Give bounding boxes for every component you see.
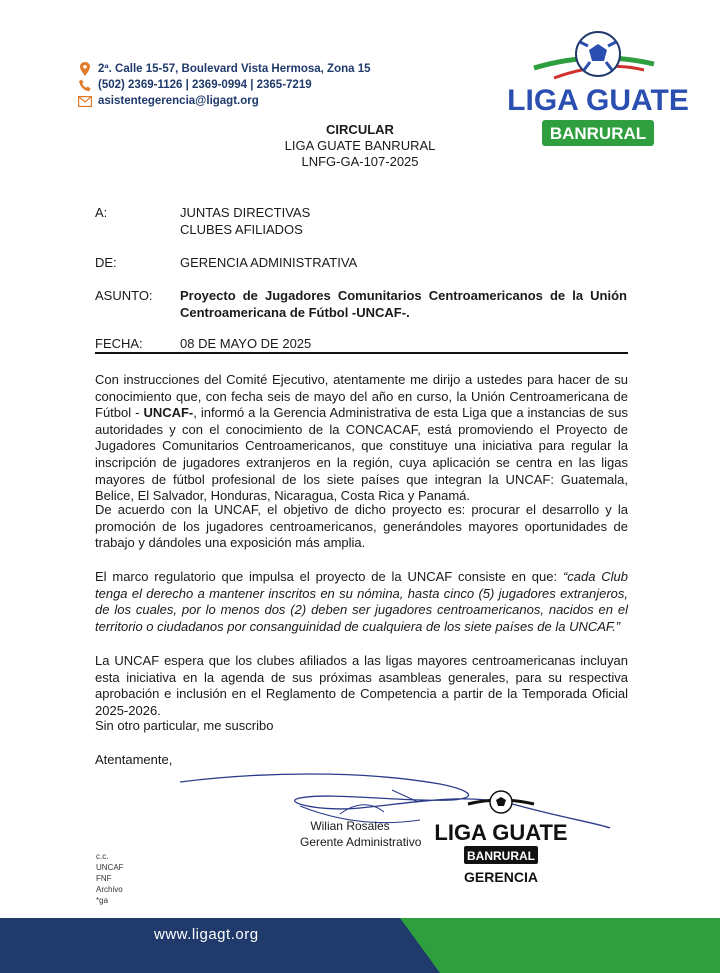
subject-label: ASUNTO:	[95, 288, 153, 303]
cc-item-uncaf: UNCAF	[96, 863, 124, 872]
document-heading	[0, 122, 720, 170]
signer-block	[300, 818, 422, 850]
cc-label: c.c.	[96, 852, 109, 861]
to-value	[180, 205, 310, 238]
signer-title: Gerente Administrativo	[300, 835, 422, 849]
cc-initials: *ga	[96, 896, 109, 905]
logo-sponsor: BANRURAL	[549, 124, 647, 143]
paragraph-1	[95, 372, 628, 505]
heading-org: LIGA GUATE BANRURAL	[284, 138, 436, 153]
to-line-2: CLUBES AFILIADOS	[180, 221, 303, 237]
p3-text-a: El marco regulatorio que impulsa el proyecto de la UNCAF consiste en que:	[95, 569, 563, 584]
paragraph-3	[95, 569, 628, 635]
email-row	[78, 93, 371, 109]
header-divider	[95, 352, 628, 354]
envelope-icon	[78, 94, 92, 108]
p1-uncaf-bold: UNCAF-	[143, 405, 194, 421]
address-row	[78, 61, 371, 77]
paragraph-4: La UNCAF espera que los clubes afiliados a las ligas mayores centroamericanas incluyan esta iniciativa en la agenda de sus próximas asambleas generales, para su respectiva aprobación e inclusión en el Reglamento de Competencia a partir de la Temporada Oficial 2025-2026.	[95, 653, 628, 718]
location-pin-icon	[78, 62, 92, 76]
from-label: DE:	[95, 255, 117, 270]
logo-title: LIGA GUATE	[507, 84, 689, 117]
p1-text-a: Con instrucciones del Comité Ejecutivo, atentamente me dirijo a ustedes para hacer de su conocimiento que, con fecha seis de mayo del año en curso, la Unión Centroamericana de Fútbol -	[95, 372, 628, 421]
p1-text-c: , informó a la Gerencia Administrativa de esta Liga que a instancias de sus autoridades y con el conocimiento de la CONCACAF, está promoviendo el Proyecto de Jugadores Comunitarios Centroamericanos, que constituye una iniciativa para regular la inscripción de jugadores extranjeros en la región, cuya aplicación se centra en las ligas mayores de fútbol profesional de los siete países que integran la UNCAF: Guatemala, Belice, El Salvador, Honduras, Nicaragua, Costa Rica y Panamá.	[95, 405, 628, 504]
contact-block	[78, 61, 371, 109]
circular-title: CIRCULAR	[326, 122, 394, 137]
to-line-1: JUNTAS DIRECTIVAS	[180, 205, 311, 220]
phone-row	[78, 77, 371, 93]
cc-item-archivo: Archivo	[96, 885, 123, 894]
stamp-title: LIGA GUATE	[434, 820, 568, 845]
date-label: FECHA:	[95, 336, 143, 351]
footer-website-link[interactable]: www.ligagt.org	[154, 926, 259, 943]
subject-value: Proyecto de Jugadores Comunitarios Centroamericanos de la Unión Centroamericana de Fútbol -UNCAF-.	[180, 288, 627, 320]
signer-name: Wilian Rosales	[310, 819, 390, 833]
from-value: GERENCIA ADMINISTRATIVA	[180, 255, 358, 270]
paragraph-2: De acuerdo con la UNCAF, el objetivo de dicho proyecto es: procurar el desarrollo y la promoción de los jugadores centroamericanos, generándoles mayores oportunidades de trabajo y dándoles una exposición más amplia.	[95, 502, 628, 551]
regards-line: Atentamente,	[95, 752, 173, 767]
address-text: 2ª. Calle 15-57, Boulevard Vista Hermosa, Zona 15	[98, 63, 371, 75]
gerencia-stamp	[430, 790, 572, 886]
stamp-sponsor: BANRURAL	[467, 849, 535, 863]
date-value: 08 DE MAYO DE 2025	[180, 336, 312, 351]
email-text[interactable]: asistentegerencia@ligagt.org	[98, 95, 259, 107]
to-label: A:	[95, 205, 108, 220]
stamp-department: GERENCIA	[464, 869, 538, 885]
phone-text: (502) 2369-1126 | 2369-0994 | 2365-7219	[98, 79, 312, 91]
phone-icon	[78, 78, 92, 92]
heading-code: LNFG-GA-107-2025	[301, 154, 419, 169]
cc-item-fnf: FNF	[96, 874, 112, 883]
cc-list	[96, 851, 124, 906]
footer-band	[0, 918, 720, 973]
closing-line: Sin otro particular, me suscribo	[95, 718, 274, 733]
p3-quote: “cada Club tenga el derecho a mantener inscritos en su nómina, hasta cinco (5) jugadores extranjeros, de los cuales, por lo menos dos (2) deben ser jugadores centroamericanos, nacidos en el territorio o ciudadanos por consanguinidad de cualquiera de los siete países de la UNCAF.”	[95, 569, 629, 634]
